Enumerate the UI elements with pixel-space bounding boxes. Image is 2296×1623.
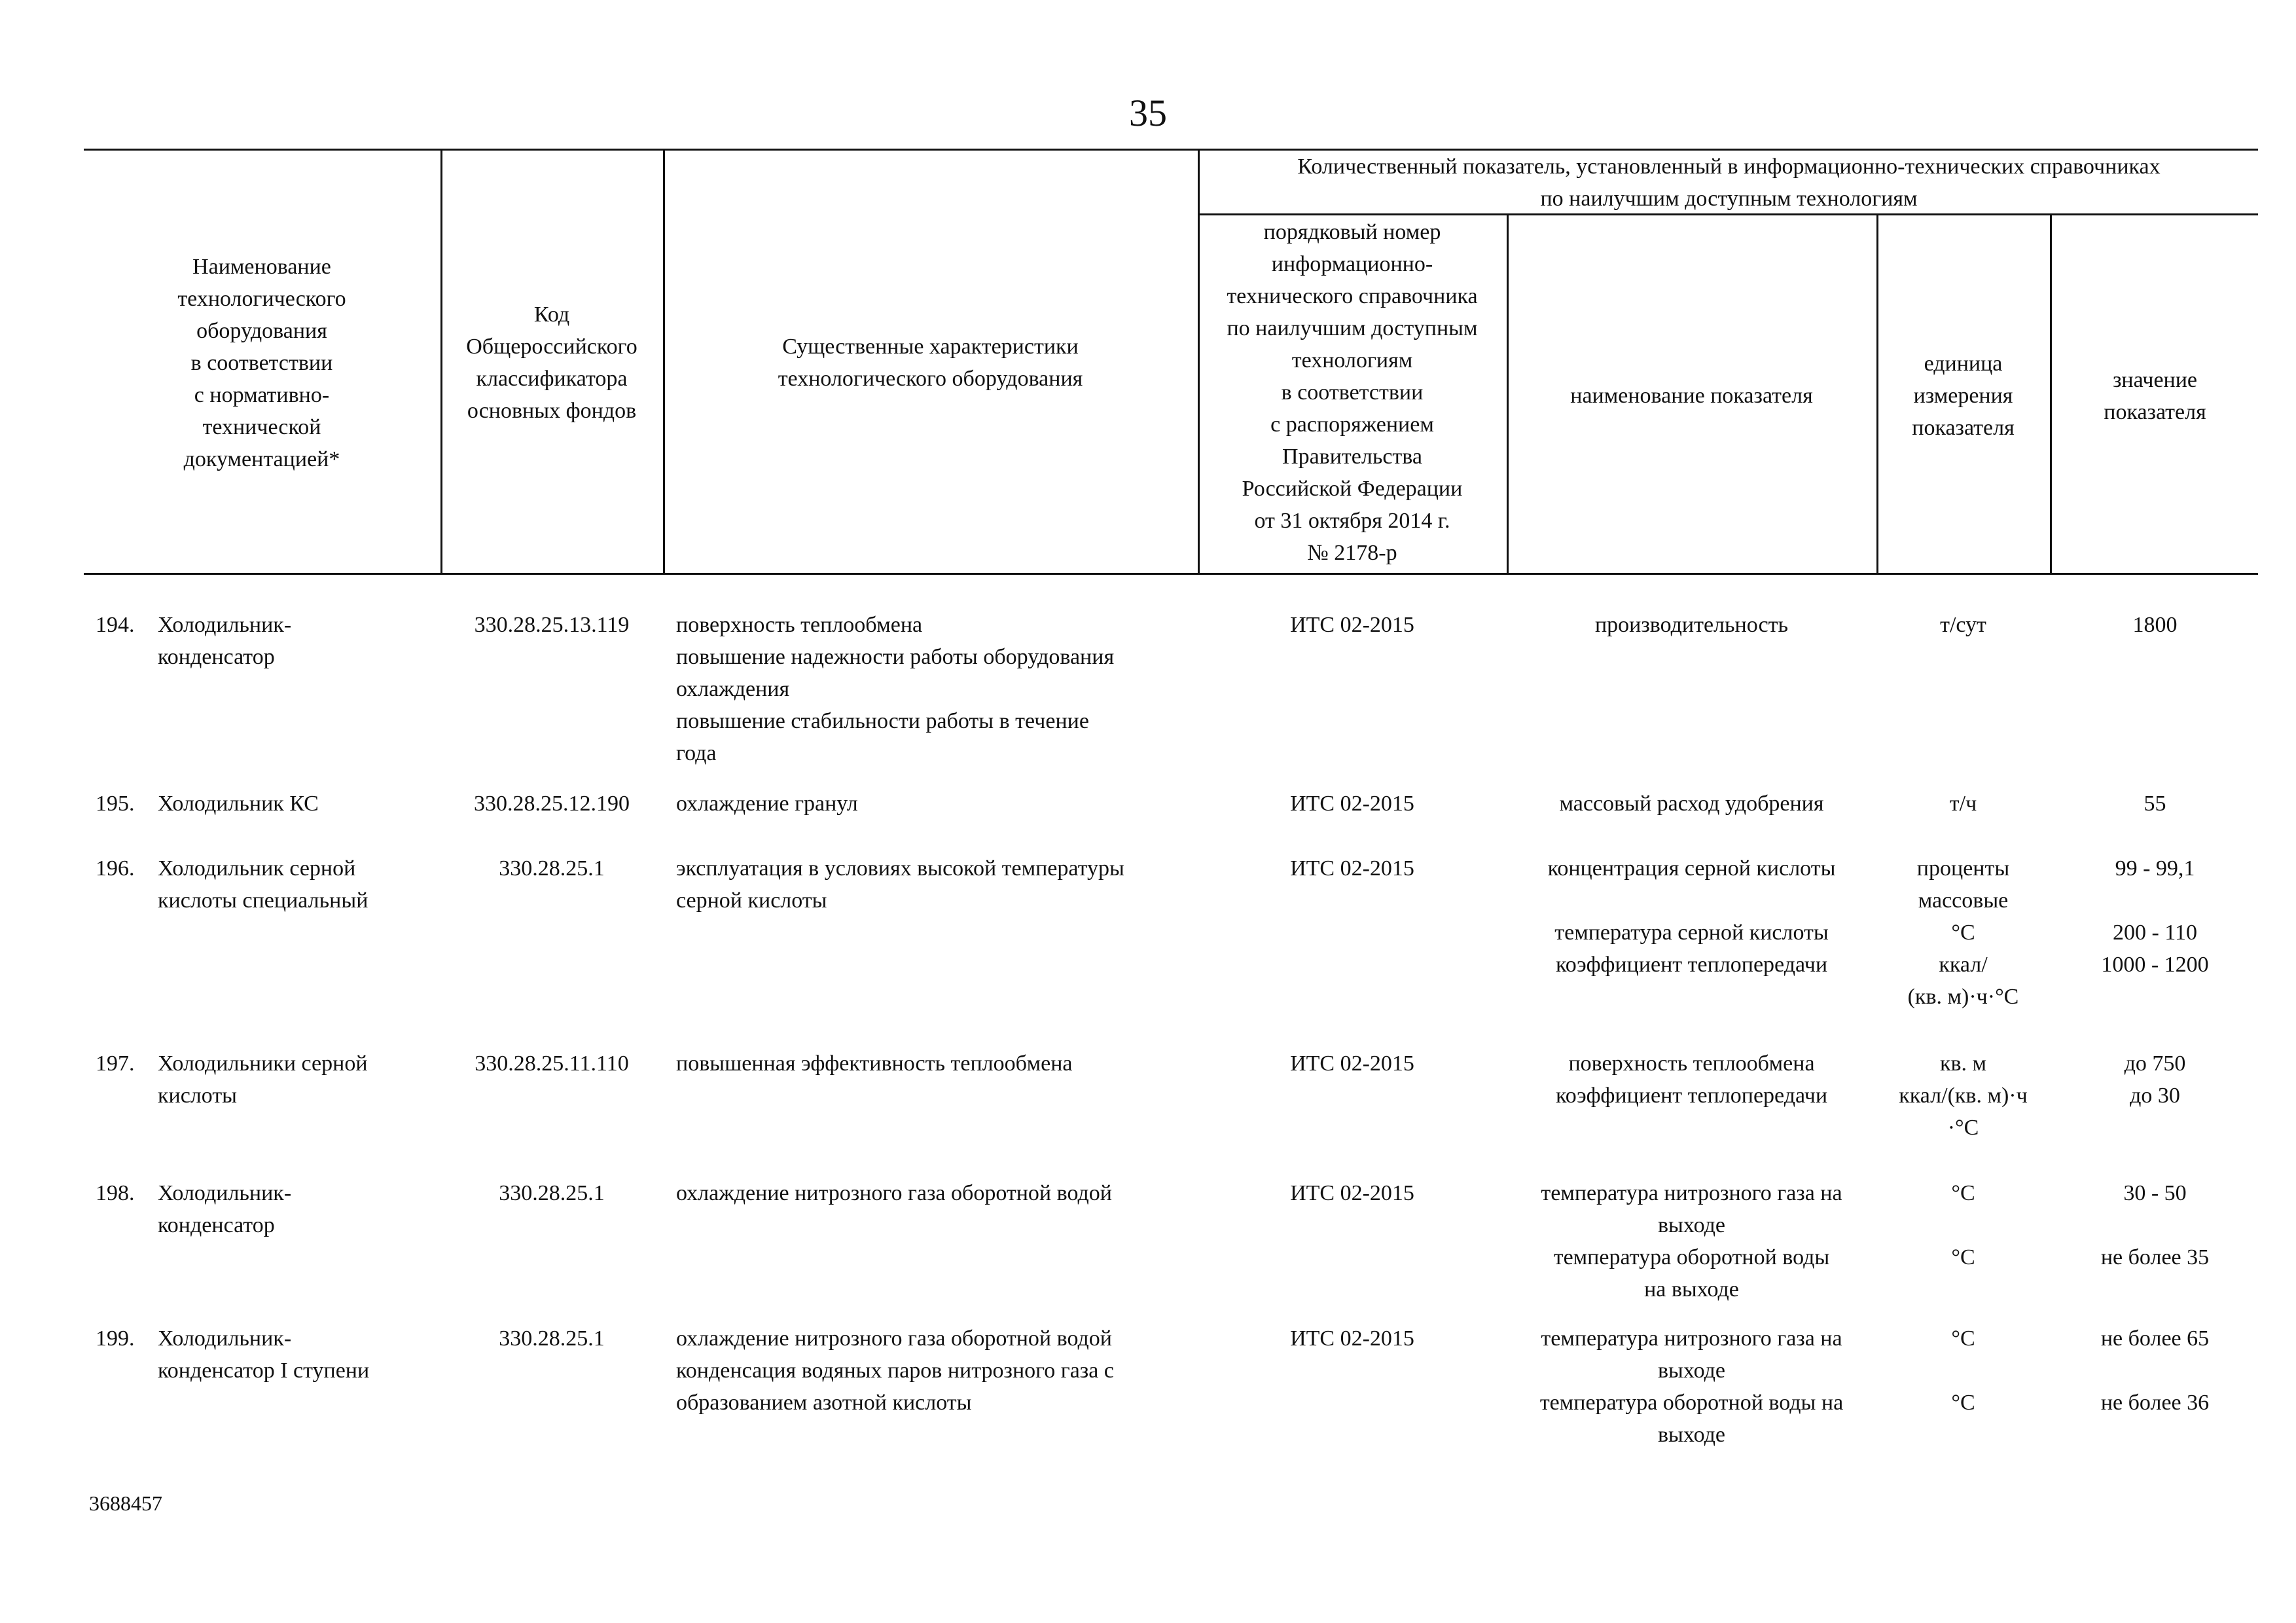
- row-value: до 30: [2130, 1084, 2180, 1108]
- row-its: ИТС 02-2015: [1290, 1181, 1414, 1205]
- row-number: 198.: [96, 1181, 135, 1205]
- row-value: 99 - 99,1: [2115, 856, 2195, 881]
- row-unit: °С: [1951, 1391, 1975, 1415]
- row-unit: ккал/(кв. м)·ч ·°С: [1899, 1084, 2028, 1140]
- row-characteristics: повышенная эффективность теплообмена: [676, 1051, 1073, 1076]
- row-unit: кв. м: [1939, 1051, 1987, 1076]
- document-code: 3688457: [89, 1491, 162, 1515]
- row-value: не более 65: [2100, 1326, 2210, 1351]
- row-unit: т/сут: [1940, 613, 1986, 637]
- row-unit: т/ч: [1949, 792, 1977, 816]
- row-its: ИТС 02-2015: [1290, 613, 1414, 637]
- row-okof-code: 330.28.25.1: [499, 856, 605, 881]
- row-number: 196.: [96, 856, 135, 881]
- header-value: значение показателя: [2104, 368, 2206, 424]
- row-its: ИТС 02-2015: [1290, 1051, 1414, 1076]
- row-value: 1800: [2132, 613, 2178, 637]
- row-value: 30 - 50: [2123, 1181, 2187, 1205]
- header-quantitative-indicator-group: Количественный показатель, установленный в информационно-технических справочниках по наилучшим доступным технологиям: [1297, 155, 2161, 211]
- row-number: 195.: [96, 792, 135, 816]
- row-characteristics: эксплуатация в условиях высокой температуры серной кислоты: [676, 856, 1124, 913]
- row-characteristics: охлаждение нитрозного газа оборотной водой: [676, 1181, 1112, 1205]
- page-number: 35: [1129, 92, 1167, 134]
- row-value: 1000 - 1200: [2101, 953, 2209, 977]
- row-value: 200 - 110: [2112, 921, 2198, 945]
- row-equipment-name: Холодильники серной кислоты: [158, 1051, 368, 1108]
- row-unit: °С: [1951, 921, 1975, 945]
- row-okof-code: 330.28.25.13.119: [474, 613, 630, 637]
- row-equipment-name: Холодильник- конденсатор: [158, 1181, 292, 1237]
- header-okof-code: Код Общероссийского классификатора основных фондов: [466, 302, 637, 423]
- row-characteristics: охлаждение нитрозного газа оборотной водой конденсация водяных паров нитрозного газа с образованием азотной кислоты: [676, 1326, 1114, 1415]
- row-unit: °С: [1951, 1245, 1975, 1269]
- row-value: 55: [2144, 792, 2166, 816]
- row-okof-code: 330.28.25.11.110: [475, 1051, 629, 1076]
- row-number: 199.: [96, 1326, 135, 1351]
- row-equipment-name: Холодильник- конденсатор: [158, 613, 292, 669]
- row-equipment-name: Холодильник КС: [158, 792, 319, 816]
- row-characteristics: поверхность теплообмена повышение надежности работы оборудования охлаждения повышение стабильности работы в течение года: [676, 613, 1115, 765]
- row-its: ИТС 02-2015: [1290, 1326, 1414, 1351]
- row-unit: проценты массовые: [1916, 856, 2010, 913]
- header-equipment-name: Наименование технологического оборудования в соответствии с нормативно- технической документацией*: [177, 255, 346, 471]
- row-unit: °С: [1951, 1181, 1975, 1205]
- row-equipment-name: Холодильник- конденсатор I ступени: [158, 1326, 370, 1383]
- row-indicator-name: производительность: [1594, 613, 1789, 637]
- row-indicator-name: концентрация серной кислоты: [1547, 856, 1836, 881]
- row-indicator-name: температура нитрозного газа на выходе: [1541, 1181, 1842, 1237]
- row-okof-code: 330.28.25.1: [499, 1181, 605, 1205]
- row-indicator-name: коэффициент теплопередачи: [1555, 953, 1828, 977]
- row-indicator-name: поверхность теплообмена: [1568, 1051, 1815, 1076]
- row-number: 194.: [96, 613, 135, 637]
- row-value: не более 36: [2100, 1391, 2210, 1415]
- row-value: не более 35: [2100, 1245, 2210, 1269]
- header-indicator-name: наименование показателя: [1570, 384, 1813, 408]
- row-number: 197.: [96, 1051, 135, 1076]
- row-equipment-name: Холодильник серной кислоты специальный: [158, 856, 368, 913]
- row-indicator-name: температура оборотной воды на выходе: [1539, 1391, 1844, 1447]
- header-unit: единица измерения показателя: [1912, 352, 2015, 440]
- row-value: до 750: [2124, 1051, 2186, 1076]
- row-unit: ккал/ (кв. м)·ч·°С: [1907, 953, 2019, 1009]
- row-indicator-name: температура оборотной воды на выходе: [1553, 1245, 1830, 1302]
- header-bottom-rule: [84, 573, 2258, 575]
- header-its-number: порядковый номер информационно- технического справочника по наилучшим доступным технологиям в соответствии с распоряжением Правительства Российской Федерации от 31 октября 2014 г. № 2178-р: [1227, 220, 1478, 565]
- row-indicator-name: массовый расход удобрения: [1559, 792, 1824, 816]
- row-indicator-name: коэффициент теплопередачи: [1555, 1084, 1828, 1108]
- row-its: ИТС 02-2015: [1290, 856, 1414, 881]
- row-indicator-name: температура нитрозного газа на выходе: [1541, 1326, 1842, 1383]
- row-okof-code: 330.28.25.1: [499, 1326, 605, 1351]
- row-unit: °С: [1951, 1326, 1975, 1351]
- row-its: ИТС 02-2015: [1290, 792, 1414, 816]
- row-okof-code: 330.28.25.12.190: [474, 792, 630, 816]
- row-characteristics: охлаждение гранул: [676, 792, 858, 816]
- row-indicator-name: температура серной кислоты: [1554, 921, 1829, 945]
- header-characteristics: Существенные характеристики технологического оборудования: [778, 335, 1083, 391]
